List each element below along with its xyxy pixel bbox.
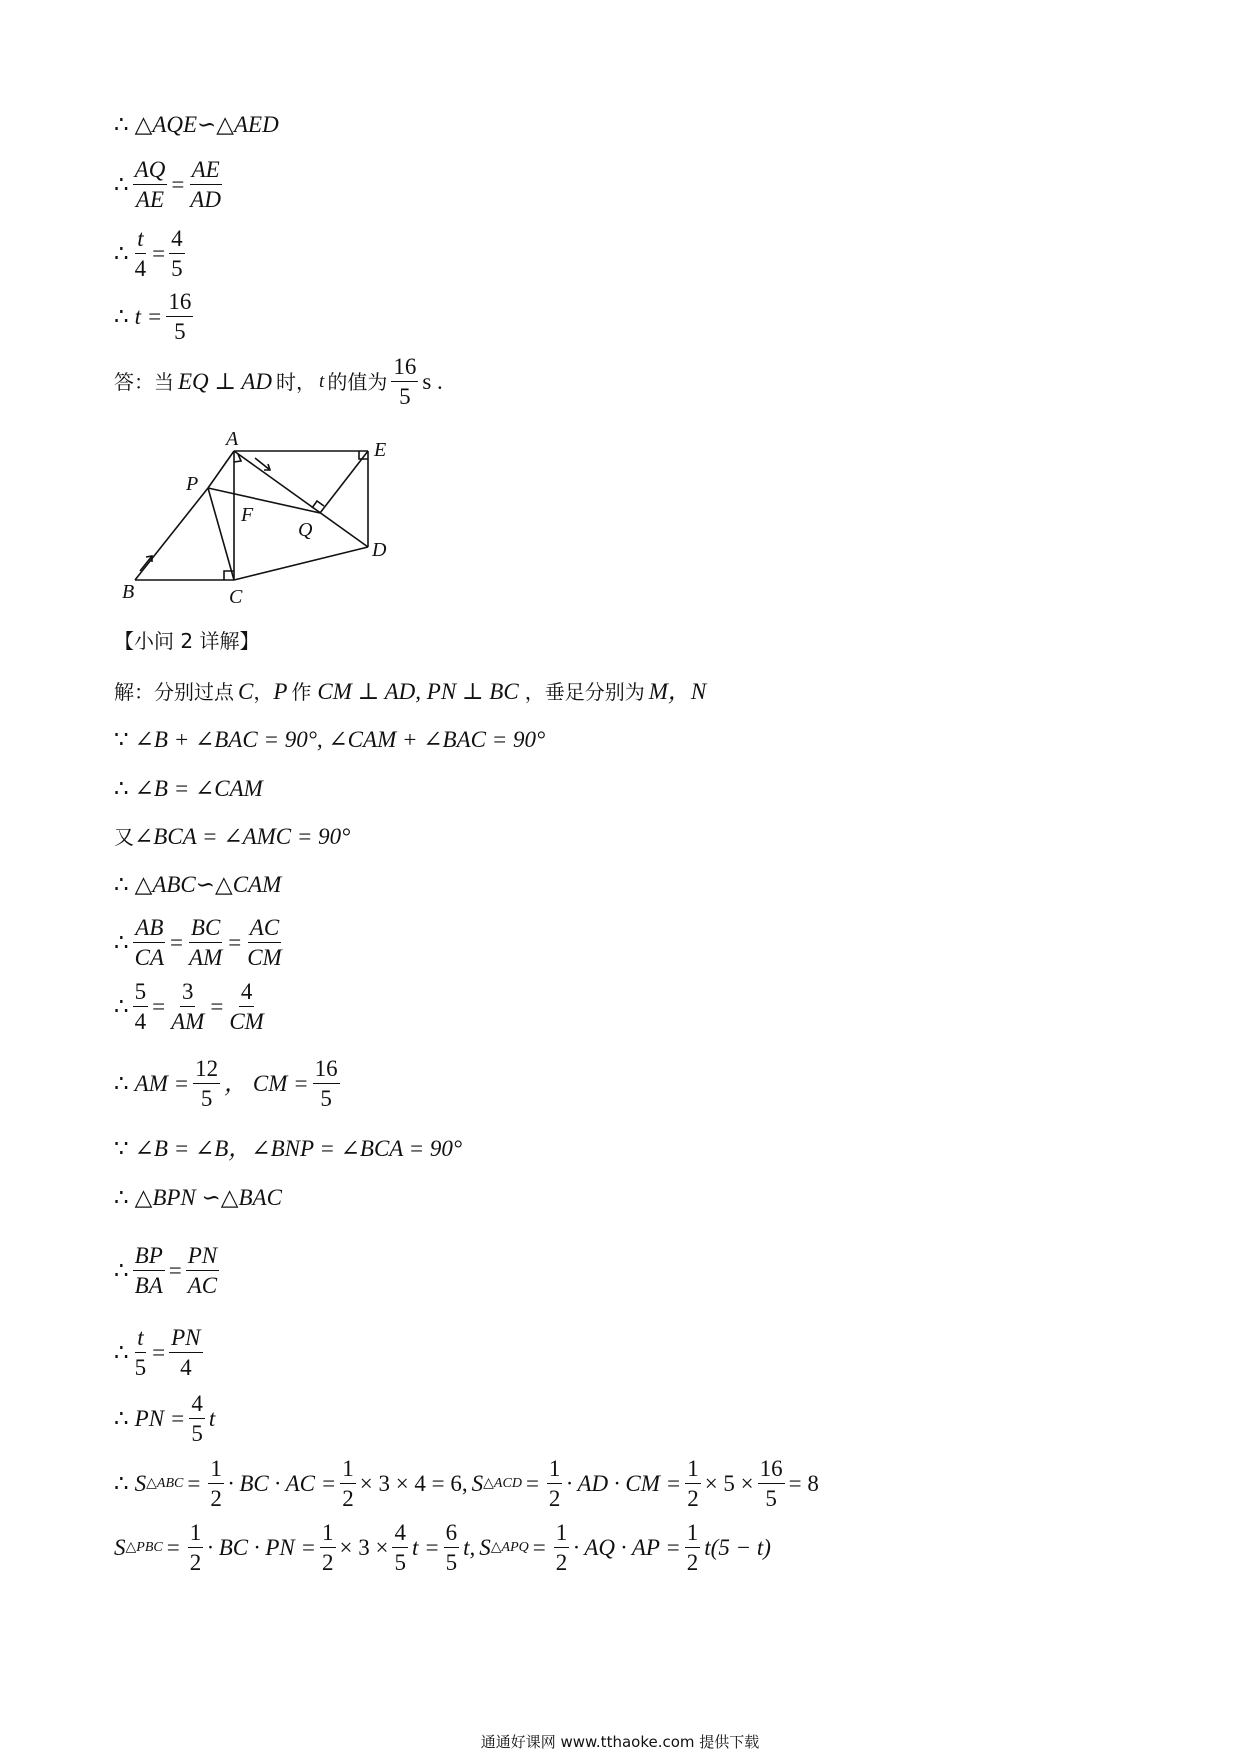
t-equals: t = [134, 304, 163, 329]
fraction: $\frac{AQ}{AE}$ [134, 157, 166, 212]
therefore-symbol: ∴ [114, 172, 129, 197]
am-cm-values: ∴ AM = $\frac{12}{5}$ ， CM = $\frac{16}{5}$ [114, 1056, 338, 1111]
label-c: C [229, 586, 243, 608]
similarity-statement: △AQE∽△AED [134, 112, 279, 137]
answer-line [114, 355, 443, 408]
label-e: E [374, 439, 387, 461]
line-ratio-t [114, 227, 189, 280]
fraction: $\frac{4}{5}$ [171, 226, 183, 281]
label-p: P [186, 473, 199, 495]
label-d: D [372, 539, 387, 561]
answer-post: 的值为 [327, 369, 388, 394]
equals: = [152, 241, 166, 266]
line-ratio-aq-ae [114, 158, 227, 211]
area-pbc-apq: S △PBC = $\frac{1}{2}$ · BC · PN = $\frac{1}{2}$ × 3 × $\frac{4}{5}$ t = $\frac{6}{5}$ t, S △APQ = $\frac{1}{2}$ · AQ · AP = $\frac{1}{2}$ t(5 − t) [114, 1520, 771, 1575]
ratio-t-5: ∴ $\frac{t}{5}$ = $\frac{PN}{4}$ [114, 1325, 201, 1380]
similar-abc-cam: ∴ △ABC∽△CAM [114, 872, 282, 897]
fraction: $\frac{16}{5}$ [168, 289, 192, 344]
fraction: $\frac{AE}{AD}$ [190, 157, 221, 212]
answer-condition: EQ ⊥ AD [178, 369, 273, 394]
fraction: $\frac{t}{4}$ [134, 226, 147, 281]
section-title: 【小问 2 详解】 [114, 629, 260, 653]
therefore-symbol: ∴ [114, 304, 129, 329]
angle-b-equals-cam: ∴ ∠B = ∠CAM [114, 776, 263, 801]
part2-intro: 解：分别过点 C ， P 作 CM ⊥ AD, PN ⊥ BC ，垂足分别为 M，N [114, 679, 707, 704]
right-angles-line: 又 ∠BCA = ∠AMC = 90° [114, 824, 351, 849]
page-footer: 通通好课网 www.tthaoke.com 提供下载 [480, 1733, 760, 1751]
label-f: F [241, 504, 254, 526]
reason-angle-sum: ∵ ∠B + ∠BAC = 90°, ∠CAM + ∠BAC = 90° [114, 727, 546, 752]
ratio-abc-cam: ∴ $\frac{AB}{CA}$ = $\frac{BC}{AM}$ = $\frac{AC}{CM}$ [114, 915, 282, 970]
line-similar-aqe-aed [114, 113, 279, 136]
area-abc-acd: ∴ S △ABC = $\frac{1}{2}$ · BC · AC = $\frac{1}{2}$ × 3 × 4 = 6, S △ACD = $\frac{1}{2}$ · AD · CM = $\frac{1}{2}$ × 5 × $\frac{16}{5}$ = 8 [114, 1456, 819, 1511]
similar-bpn-bac: ∴ △BPN ∽△BAC [114, 1185, 282, 1210]
line-t-value [114, 290, 197, 343]
reason-bnp: ∵ ∠B = ∠B，∠BNP = ∠BCA = 90° [114, 1136, 463, 1161]
answer-t: t [319, 371, 325, 392]
therefore-symbol: ∴ [114, 241, 129, 266]
geometry-figure [100, 428, 420, 608]
label-a: A [226, 428, 239, 450]
answer-unit: s . [422, 369, 443, 394]
equals: = [171, 172, 185, 197]
label-b: B [122, 581, 135, 603]
label-q: Q [298, 519, 313, 541]
answer-mid: 时， [276, 369, 317, 394]
pn-value: ∴ PN = $\frac{4}{5}$ t [114, 1391, 216, 1446]
answer-prefix: 答：当 [114, 369, 174, 394]
therefore-symbol: ∴ [114, 112, 129, 137]
ratio-values: ∴ $\frac{5}{4}$ = $\frac{3}{AM}$ = $\frac{4}{CM}$ [114, 979, 264, 1034]
ratio-bp-ba: ∴ $\frac{BP}{BA}$ = $\frac{PN}{AC}$ [114, 1243, 218, 1298]
fraction: $\frac{16}{5}$ [393, 354, 417, 409]
